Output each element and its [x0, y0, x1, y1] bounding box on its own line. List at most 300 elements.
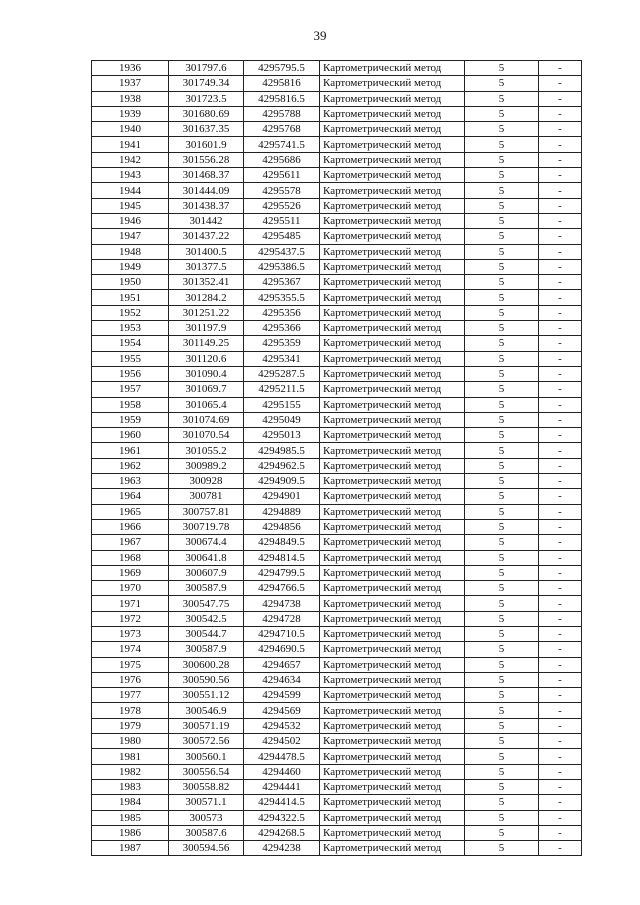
- x-coordinate-cell: 300607.9: [169, 565, 244, 580]
- point-number-cell: 1970: [92, 581, 169, 596]
- description-cell: -: [539, 703, 582, 718]
- y-coordinate-cell: 4294962.5: [244, 458, 320, 473]
- point-number-cell: 1979: [92, 718, 169, 733]
- x-coordinate-cell: 301149.25: [169, 336, 244, 351]
- method-cell: Картометрический метод: [320, 565, 465, 580]
- y-coordinate-cell: 4295741.5: [244, 137, 320, 152]
- method-cell: Картометрический метод: [320, 213, 465, 228]
- point-number-cell: 1958: [92, 397, 169, 412]
- y-coordinate-cell: 4294690.5: [244, 642, 320, 657]
- point-number-cell: 1973: [92, 626, 169, 641]
- x-coordinate-cell: 301055.2: [169, 443, 244, 458]
- y-coordinate-cell: 4295355.5: [244, 290, 320, 305]
- table-row: [92, 382, 582, 397]
- table-row: [92, 412, 582, 427]
- method-cell: Картометрический метод: [320, 749, 465, 764]
- description-cell: -: [539, 397, 582, 412]
- y-coordinate-cell: 4294985.5: [244, 443, 320, 458]
- x-coordinate-cell: 301444.09: [169, 183, 244, 198]
- method-cell: Картометрический метод: [320, 489, 465, 504]
- description-cell: -: [539, 504, 582, 519]
- method-cell: Картометрический метод: [320, 259, 465, 274]
- point-number-cell: 1984: [92, 795, 169, 810]
- point-number-cell: 1954: [92, 336, 169, 351]
- x-coordinate-cell: 301197.9: [169, 321, 244, 336]
- method-cell: Картометрический метод: [320, 642, 465, 657]
- accuracy-cell: 5: [465, 122, 539, 137]
- x-coordinate-cell: 300573: [169, 810, 244, 825]
- point-number-cell: 1965: [92, 504, 169, 519]
- method-cell: Картометрический метод: [320, 795, 465, 810]
- accuracy-cell: 5: [465, 168, 539, 183]
- x-coordinate-cell: 301601.9: [169, 137, 244, 152]
- accuracy-cell: 5: [465, 718, 539, 733]
- description-cell: -: [539, 458, 582, 473]
- description-cell: -: [539, 428, 582, 443]
- method-cell: Картометрический метод: [320, 397, 465, 412]
- x-coordinate-cell: 301069.7: [169, 382, 244, 397]
- table-row: [92, 535, 582, 550]
- description-cell: -: [539, 168, 582, 183]
- table-row: [92, 91, 582, 106]
- table-row: [92, 397, 582, 412]
- method-cell: Картометрический метод: [320, 351, 465, 366]
- y-coordinate-cell: 4295013: [244, 428, 320, 443]
- method-cell: Картометрический метод: [320, 336, 465, 351]
- y-coordinate-cell: 4294414.5: [244, 795, 320, 810]
- y-coordinate-cell: 4294502: [244, 734, 320, 749]
- x-coordinate-cell: 300542.5: [169, 611, 244, 626]
- table-row: [92, 336, 582, 351]
- x-coordinate-cell: 300572.56: [169, 734, 244, 749]
- table-row: [92, 229, 582, 244]
- x-coordinate-cell: 300928: [169, 474, 244, 489]
- accuracy-cell: 5: [465, 183, 539, 198]
- y-coordinate-cell: 4295356: [244, 305, 320, 320]
- accuracy-cell: 5: [465, 581, 539, 596]
- point-number-cell: 1971: [92, 596, 169, 611]
- page-number: 39: [313, 28, 327, 43]
- point-number-cell: 1964: [92, 489, 169, 504]
- accuracy-cell: 5: [465, 764, 539, 779]
- point-number-cell: 1986: [92, 825, 169, 840]
- y-coordinate-cell: 4295155: [244, 397, 320, 412]
- y-coordinate-cell: 4294856: [244, 519, 320, 534]
- point-number-cell: 1940: [92, 122, 169, 137]
- x-coordinate-cell: 301377.5: [169, 259, 244, 274]
- method-cell: Картометрический метод: [320, 779, 465, 794]
- y-coordinate-cell: 4294799.5: [244, 565, 320, 580]
- accuracy-cell: 5: [465, 504, 539, 519]
- point-number-cell: 1953: [92, 321, 169, 336]
- method-cell: Картометрический метод: [320, 657, 465, 672]
- description-cell: -: [539, 779, 582, 794]
- table-row: [92, 718, 582, 733]
- x-coordinate-cell: 301797.6: [169, 61, 244, 76]
- table-row: [92, 657, 582, 672]
- y-coordinate-cell: 4294441: [244, 779, 320, 794]
- x-coordinate-cell: 300989.2: [169, 458, 244, 473]
- method-cell: Картометрический метод: [320, 841, 465, 856]
- method-cell: Картометрический метод: [320, 305, 465, 320]
- description-cell: -: [539, 841, 582, 856]
- accuracy-cell: 5: [465, 321, 539, 336]
- accuracy-cell: 5: [465, 443, 539, 458]
- x-coordinate-cell: 300556.54: [169, 764, 244, 779]
- description-cell: -: [539, 76, 582, 91]
- description-cell: -: [539, 550, 582, 565]
- y-coordinate-cell: 4295788: [244, 106, 320, 121]
- y-coordinate-cell: 4295437.5: [244, 244, 320, 259]
- accuracy-cell: 5: [465, 412, 539, 427]
- point-number-cell: 1981: [92, 749, 169, 764]
- y-coordinate-cell: 4294889: [244, 504, 320, 519]
- x-coordinate-cell: 301120.6: [169, 351, 244, 366]
- point-number-cell: 1949: [92, 259, 169, 274]
- y-coordinate-cell: 4294710.5: [244, 626, 320, 641]
- description-cell: -: [539, 259, 582, 274]
- y-coordinate-cell: 4294634: [244, 672, 320, 687]
- y-coordinate-cell: 4294478.5: [244, 749, 320, 764]
- point-number-cell: 1956: [92, 366, 169, 381]
- method-cell: Картометрический метод: [320, 519, 465, 534]
- method-cell: Картометрический метод: [320, 550, 465, 565]
- accuracy-cell: 5: [465, 106, 539, 121]
- y-coordinate-cell: 4295341: [244, 351, 320, 366]
- description-cell: -: [539, 688, 582, 703]
- y-coordinate-cell: 4295511: [244, 213, 320, 228]
- method-cell: Картометрический метод: [320, 672, 465, 687]
- table-row: [92, 565, 582, 580]
- table-row: [92, 76, 582, 91]
- method-cell: Картометрический метод: [320, 504, 465, 519]
- description-cell: -: [539, 626, 582, 641]
- y-coordinate-cell: 4295768: [244, 122, 320, 137]
- y-coordinate-cell: 4294569: [244, 703, 320, 718]
- y-coordinate-cell: 4294909.5: [244, 474, 320, 489]
- x-coordinate-cell: 301556.28: [169, 152, 244, 167]
- description-cell: -: [539, 474, 582, 489]
- method-cell: Картометрический метод: [320, 412, 465, 427]
- method-cell: Картометрический метод: [320, 137, 465, 152]
- table-row: [92, 581, 582, 596]
- method-cell: Картометрический метод: [320, 382, 465, 397]
- description-cell: -: [539, 61, 582, 76]
- coordinates-table-body: [92, 61, 582, 856]
- y-coordinate-cell: 4295816: [244, 76, 320, 91]
- method-cell: Картометрический метод: [320, 229, 465, 244]
- table-row: [92, 61, 582, 76]
- method-cell: Картометрический метод: [320, 198, 465, 213]
- point-number-cell: 1960: [92, 428, 169, 443]
- x-coordinate-cell: 301442: [169, 213, 244, 228]
- description-cell: -: [539, 657, 582, 672]
- y-coordinate-cell: 4295367: [244, 275, 320, 290]
- x-coordinate-cell: 301074.69: [169, 412, 244, 427]
- method-cell: Картометрический метод: [320, 61, 465, 76]
- accuracy-cell: 5: [465, 198, 539, 213]
- x-coordinate-cell: 300587.6: [169, 825, 244, 840]
- description-cell: -: [539, 336, 582, 351]
- method-cell: Картометрический метод: [320, 106, 465, 121]
- description-cell: -: [539, 535, 582, 550]
- description-cell: -: [539, 764, 582, 779]
- table-row: [92, 244, 582, 259]
- point-number-cell: 1982: [92, 764, 169, 779]
- accuracy-cell: 5: [465, 779, 539, 794]
- description-cell: -: [539, 581, 582, 596]
- description-cell: -: [539, 137, 582, 152]
- accuracy-cell: 5: [465, 703, 539, 718]
- method-cell: Картометрический метод: [320, 366, 465, 381]
- accuracy-cell: 5: [465, 535, 539, 550]
- accuracy-cell: 5: [465, 91, 539, 106]
- method-cell: Картометрический метод: [320, 718, 465, 733]
- table-row: [92, 626, 582, 641]
- description-cell: -: [539, 443, 582, 458]
- accuracy-cell: 5: [465, 657, 539, 672]
- y-coordinate-cell: 4294599: [244, 688, 320, 703]
- point-number-cell: 1976: [92, 672, 169, 687]
- point-number-cell: 1950: [92, 275, 169, 290]
- y-coordinate-cell: 4295485: [244, 229, 320, 244]
- method-cell: Картометрический метод: [320, 290, 465, 305]
- method-cell: Картометрический метод: [320, 428, 465, 443]
- accuracy-cell: 5: [465, 550, 539, 565]
- table-row: [92, 734, 582, 749]
- description-cell: -: [539, 152, 582, 167]
- accuracy-cell: 5: [465, 810, 539, 825]
- y-coordinate-cell: 4294814.5: [244, 550, 320, 565]
- point-number-cell: 1980: [92, 734, 169, 749]
- table-row: [92, 810, 582, 825]
- table-row: [92, 183, 582, 198]
- description-cell: -: [539, 305, 582, 320]
- description-cell: -: [539, 734, 582, 749]
- point-number-cell: 1955: [92, 351, 169, 366]
- table-row: [92, 489, 582, 504]
- y-coordinate-cell: 4295686: [244, 152, 320, 167]
- method-cell: Картометрический метод: [320, 474, 465, 489]
- y-coordinate-cell: 4294657: [244, 657, 320, 672]
- y-coordinate-cell: 4294532: [244, 718, 320, 733]
- y-coordinate-cell: 4295578: [244, 183, 320, 198]
- table-row: [92, 366, 582, 381]
- description-cell: -: [539, 642, 582, 657]
- x-coordinate-cell: 301723.5: [169, 91, 244, 106]
- table-row: [92, 168, 582, 183]
- point-number-cell: 1942: [92, 152, 169, 167]
- description-cell: -: [539, 229, 582, 244]
- x-coordinate-cell: 301251.22: [169, 305, 244, 320]
- table-row: [92, 764, 582, 779]
- table-row: [92, 213, 582, 228]
- point-number-cell: 1944: [92, 183, 169, 198]
- point-number-cell: 1975: [92, 657, 169, 672]
- x-coordinate-cell: 300719.78: [169, 519, 244, 534]
- accuracy-cell: 5: [465, 137, 539, 152]
- point-number-cell: 1947: [92, 229, 169, 244]
- description-cell: -: [539, 91, 582, 106]
- point-number-cell: 1939: [92, 106, 169, 121]
- method-cell: Картометрический метод: [320, 443, 465, 458]
- accuracy-cell: 5: [465, 61, 539, 76]
- x-coordinate-cell: 300551.12: [169, 688, 244, 703]
- table-row: [92, 841, 582, 856]
- x-coordinate-cell: 301400.5: [169, 244, 244, 259]
- table-row: [92, 290, 582, 305]
- description-cell: -: [539, 290, 582, 305]
- description-cell: -: [539, 198, 582, 213]
- description-cell: -: [539, 718, 582, 733]
- accuracy-cell: 5: [465, 688, 539, 703]
- accuracy-cell: 5: [465, 795, 539, 810]
- x-coordinate-cell: 300781: [169, 489, 244, 504]
- method-cell: Картометрический метод: [320, 734, 465, 749]
- y-coordinate-cell: 4294460: [244, 764, 320, 779]
- description-cell: -: [539, 351, 582, 366]
- description-cell: -: [539, 672, 582, 687]
- table-row: [92, 504, 582, 519]
- table-row: [92, 152, 582, 167]
- accuracy-cell: 5: [465, 626, 539, 641]
- method-cell: Картометрический метод: [320, 183, 465, 198]
- y-coordinate-cell: 4294849.5: [244, 535, 320, 550]
- method-cell: Картометрический метод: [320, 275, 465, 290]
- description-cell: -: [539, 810, 582, 825]
- accuracy-cell: 5: [465, 489, 539, 504]
- x-coordinate-cell: 300571.19: [169, 718, 244, 733]
- y-coordinate-cell: 4295366: [244, 321, 320, 336]
- table-row: [92, 519, 582, 534]
- table-row: [92, 428, 582, 443]
- table-row: [92, 474, 582, 489]
- accuracy-cell: 5: [465, 213, 539, 228]
- x-coordinate-cell: 300544.7: [169, 626, 244, 641]
- method-cell: Картометрический метод: [320, 688, 465, 703]
- table-row: [92, 779, 582, 794]
- y-coordinate-cell: 4295611: [244, 168, 320, 183]
- table-row: [92, 688, 582, 703]
- table-row: [92, 458, 582, 473]
- point-number-cell: 1948: [92, 244, 169, 259]
- y-coordinate-cell: 4294728: [244, 611, 320, 626]
- method-cell: Картометрический метод: [320, 825, 465, 840]
- x-coordinate-cell: 301680.69: [169, 106, 244, 121]
- table-row: [92, 137, 582, 152]
- x-coordinate-cell: 301438.37: [169, 198, 244, 213]
- method-cell: Картометрический метод: [320, 458, 465, 473]
- x-coordinate-cell: 301284.2: [169, 290, 244, 305]
- method-cell: Картометрический метод: [320, 581, 465, 596]
- accuracy-cell: 5: [465, 259, 539, 274]
- x-coordinate-cell: 301637.35: [169, 122, 244, 137]
- point-number-cell: 1951: [92, 290, 169, 305]
- y-coordinate-cell: 4294268.5: [244, 825, 320, 840]
- accuracy-cell: 5: [465, 351, 539, 366]
- accuracy-cell: 5: [465, 458, 539, 473]
- description-cell: -: [539, 213, 582, 228]
- x-coordinate-cell: 300560.1: [169, 749, 244, 764]
- x-coordinate-cell: 301749.34: [169, 76, 244, 91]
- point-number-cell: 1967: [92, 535, 169, 550]
- accuracy-cell: 5: [465, 305, 539, 320]
- table-row: [92, 596, 582, 611]
- point-number-cell: 1938: [92, 91, 169, 106]
- y-coordinate-cell: 4295211.5: [244, 382, 320, 397]
- y-coordinate-cell: 4295049: [244, 412, 320, 427]
- point-number-cell: 1966: [92, 519, 169, 534]
- description-cell: -: [539, 519, 582, 534]
- point-number-cell: 1983: [92, 779, 169, 794]
- accuracy-cell: 5: [465, 428, 539, 443]
- method-cell: Картометрический метод: [320, 764, 465, 779]
- accuracy-cell: 5: [465, 290, 539, 305]
- y-coordinate-cell: 4295526: [244, 198, 320, 213]
- point-number-cell: 1974: [92, 642, 169, 657]
- y-coordinate-cell: 4294238: [244, 841, 320, 856]
- coordinates-table: [91, 60, 582, 856]
- point-number-cell: 1978: [92, 703, 169, 718]
- table-row: [92, 550, 582, 565]
- x-coordinate-cell: 300757.81: [169, 504, 244, 519]
- y-coordinate-cell: 4294766.5: [244, 581, 320, 596]
- accuracy-cell: 5: [465, 825, 539, 840]
- table-row: [92, 321, 582, 336]
- x-coordinate-cell: 300641.8: [169, 550, 244, 565]
- description-cell: -: [539, 244, 582, 259]
- accuracy-cell: 5: [465, 749, 539, 764]
- x-coordinate-cell: 300571.1: [169, 795, 244, 810]
- point-number-cell: 1952: [92, 305, 169, 320]
- accuracy-cell: 5: [465, 841, 539, 856]
- accuracy-cell: 5: [465, 474, 539, 489]
- x-coordinate-cell: 300546.9: [169, 703, 244, 718]
- accuracy-cell: 5: [465, 519, 539, 534]
- method-cell: Картометрический метод: [320, 596, 465, 611]
- accuracy-cell: 5: [465, 229, 539, 244]
- point-number-cell: 1963: [92, 474, 169, 489]
- x-coordinate-cell: 300590.56: [169, 672, 244, 687]
- table-row: [92, 275, 582, 290]
- x-coordinate-cell: 300587.9: [169, 642, 244, 657]
- accuracy-cell: 5: [465, 397, 539, 412]
- point-number-cell: 1946: [92, 213, 169, 228]
- point-number-cell: 1987: [92, 841, 169, 856]
- method-cell: Картометрический метод: [320, 535, 465, 550]
- description-cell: -: [539, 565, 582, 580]
- point-number-cell: 1945: [92, 198, 169, 213]
- description-cell: -: [539, 321, 582, 336]
- accuracy-cell: 5: [465, 336, 539, 351]
- x-coordinate-cell: 301352.41: [169, 275, 244, 290]
- table-row: [92, 198, 582, 213]
- description-cell: -: [539, 596, 582, 611]
- x-coordinate-cell: 300600.28: [169, 657, 244, 672]
- point-number-cell: 1968: [92, 550, 169, 565]
- point-number-cell: 1937: [92, 76, 169, 91]
- description-cell: -: [539, 412, 582, 427]
- point-number-cell: 1957: [92, 382, 169, 397]
- method-cell: Картометрический метод: [320, 810, 465, 825]
- method-cell: Картометрический метод: [320, 321, 465, 336]
- y-coordinate-cell: 4295816.5: [244, 91, 320, 106]
- table-row: [92, 259, 582, 274]
- x-coordinate-cell: 301437.22: [169, 229, 244, 244]
- description-cell: -: [539, 611, 582, 626]
- x-coordinate-cell: 301090.4: [169, 366, 244, 381]
- method-cell: Картометрический метод: [320, 152, 465, 167]
